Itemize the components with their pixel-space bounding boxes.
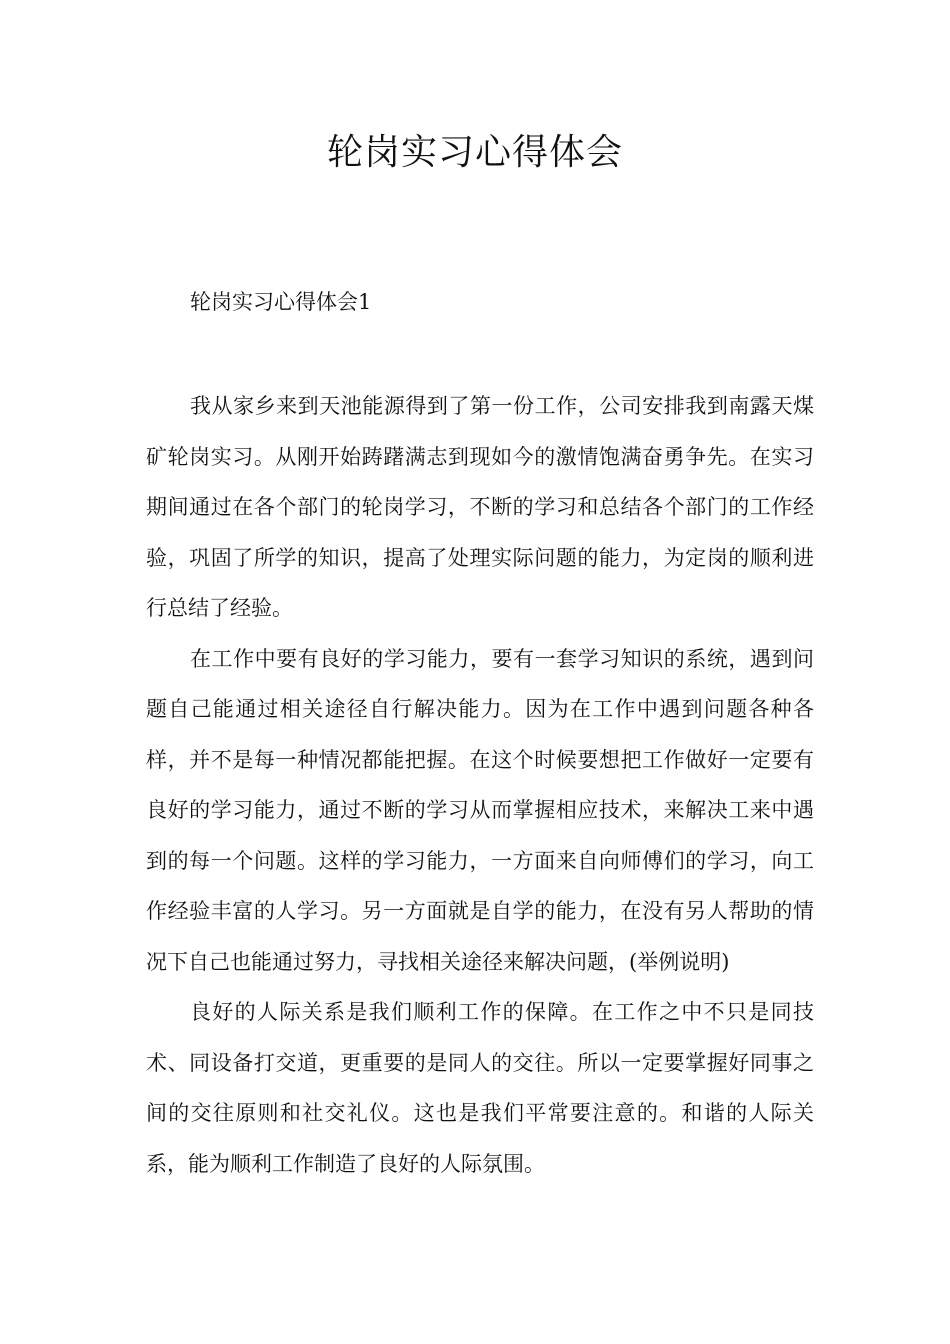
- document-body: [146, 381, 814, 1189]
- document-title: 轮岗实习心得体会: [326, 132, 623, 173]
- paragraph-3: 良好的人际关系是我们顺利工作的保障。在工作之中不只是同技术、同设备打交道，更重要的是同人的交往。所以一定要掌握好同事之间的交往原则和社交礼仪。这也是我们平常要注意的。和谐的人际关系，能为顺利工作制造了良好的人际氛围。: [146, 1000, 814, 1176]
- paragraph-1: 我从家乡来到天池能源得到了第一份工作，公司安排我到南露天煤矿轮岗实习。从刚开始踌躇满志到现如今的激情饱满奋勇争先。在实习期间通过在各个部门的轮岗学习，不断的学习和总结各个部门的工作经验，巩固了所学的知识，提高了处理实际问题的能力，为定岗的顺利进行总结了经验。: [146, 394, 814, 620]
- paragraph-2: 在工作中要有良好的学习能力，要有一套学习知识的系统，遇到问题自己能通过相关途径自行解决能力。因为在工作中遇到问题各种各样，并不是每一种情况都能把握。在这个时候要想把工作做好一定要有良好的学习能力，通过不断的学习从而掌握相应技术，来解决工来中遇到的每一个问题。这样的学习能力，一方面来自向师傅们的学习，向工作经验丰富的人学习。另一方面就是自学的能力，在没有另人帮助的情况下自己也能通过努力，寻找相关途径来解决问题，(举例说明): [146, 646, 814, 974]
- section-heading: 轮岗实习心得体会1: [190, 290, 372, 314]
